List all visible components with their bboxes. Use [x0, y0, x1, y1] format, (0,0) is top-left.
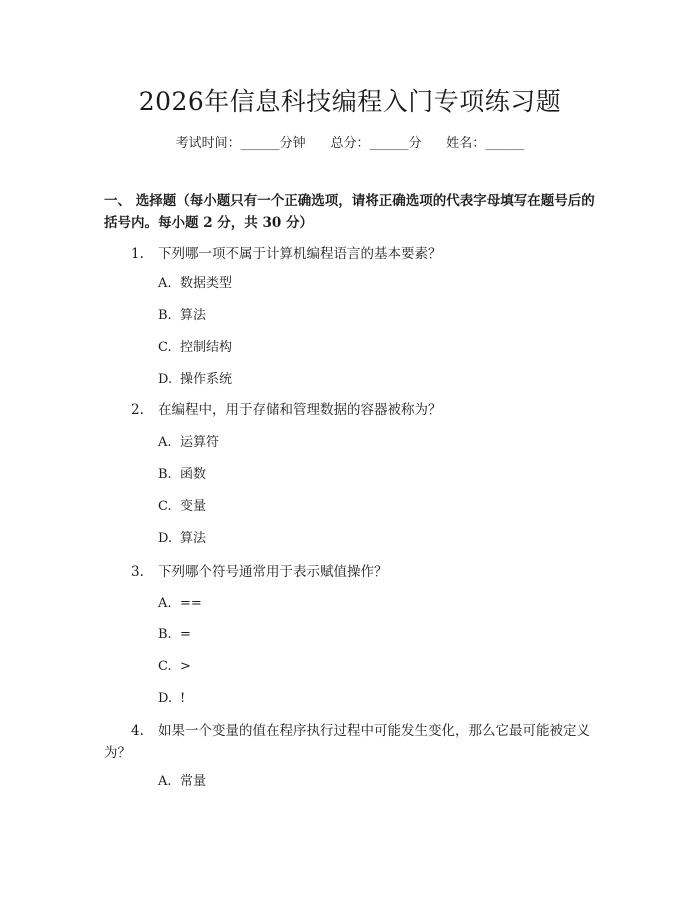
- option-1c: [158, 338, 232, 358]
- option-letter: B.: [158, 308, 172, 323]
- exam-meta: [0, 132, 700, 151]
- option-3d: [158, 689, 185, 709]
- option-letter: B.: [158, 467, 172, 482]
- option-text: !: [180, 691, 186, 706]
- option-letter: A.: [158, 276, 172, 291]
- question-4: [104, 720, 604, 764]
- option-text: 函数: [180, 467, 207, 482]
- option-text: =: [180, 627, 191, 642]
- option-2c: [158, 497, 206, 517]
- option-2d: [158, 529, 206, 549]
- option-text: 算法: [180, 308, 207, 323]
- option-4a: [158, 772, 206, 792]
- option-text: 变量: [180, 499, 207, 514]
- question-number: 2.: [131, 402, 144, 418]
- page-title: 2026年信息科技编程入门专项练习题: [138, 87, 562, 116]
- option-letter: A.: [158, 774, 172, 789]
- option-1b: [158, 306, 206, 326]
- question-3: [104, 561, 604, 583]
- option-letter: C.: [158, 499, 172, 514]
- option-text: >: [180, 659, 191, 674]
- section-heading: 一、 选择题（每小题只有一个正确选项，请将正确选项的代表字母填写在题号后的括号内。每小题 2 分，共 30 分）: [104, 193, 595, 231]
- question-number: 3.: [131, 564, 144, 580]
- option-letter: C.: [158, 340, 172, 355]
- option-letter: D.: [158, 372, 173, 387]
- question-text: 下列哪一项不属于计算机编程语言的基本要素？: [158, 246, 442, 262]
- question-text: 下列哪个符号通常用于表示赋值操作？: [158, 564, 388, 580]
- option-text: 算法: [180, 531, 207, 546]
- option-2b: [158, 465, 206, 485]
- question-1: [104, 243, 604, 265]
- option-1d: [158, 370, 232, 390]
- option-text: 数据类型: [180, 276, 233, 291]
- option-letter: A.: [158, 596, 172, 611]
- option-letter: A.: [158, 435, 172, 450]
- option-letter: D.: [158, 691, 173, 706]
- option-text: 常量: [180, 774, 207, 789]
- question-number: 4.: [131, 723, 144, 739]
- question-text: 在编程中，用于存储和管理数据的容器被称为？: [158, 402, 442, 418]
- option-text: 操作系统: [180, 372, 233, 387]
- option-letter: C.: [158, 659, 172, 674]
- option-text: 运算符: [180, 435, 220, 450]
- option-3c: [158, 657, 191, 677]
- option-text: ==: [180, 596, 202, 611]
- option-3b: [158, 625, 191, 645]
- option-letter: B.: [158, 627, 172, 642]
- question-number: 1.: [131, 246, 144, 262]
- option-text: 控制结构: [180, 340, 233, 355]
- option-3a: [158, 594, 202, 614]
- option-letter: D.: [158, 531, 173, 546]
- total-score: 总分：______分: [330, 136, 422, 151]
- question-text: 如果一个变量的值在程序执行过程中可能发生变化，那么它最可能被定义为？: [104, 723, 590, 761]
- student-name: 姓名：______: [446, 136, 525, 151]
- exam-time: 考试时间：______分钟: [175, 136, 306, 151]
- option-1a: [158, 274, 232, 294]
- question-2: [104, 399, 604, 421]
- option-2a: [158, 433, 219, 453]
